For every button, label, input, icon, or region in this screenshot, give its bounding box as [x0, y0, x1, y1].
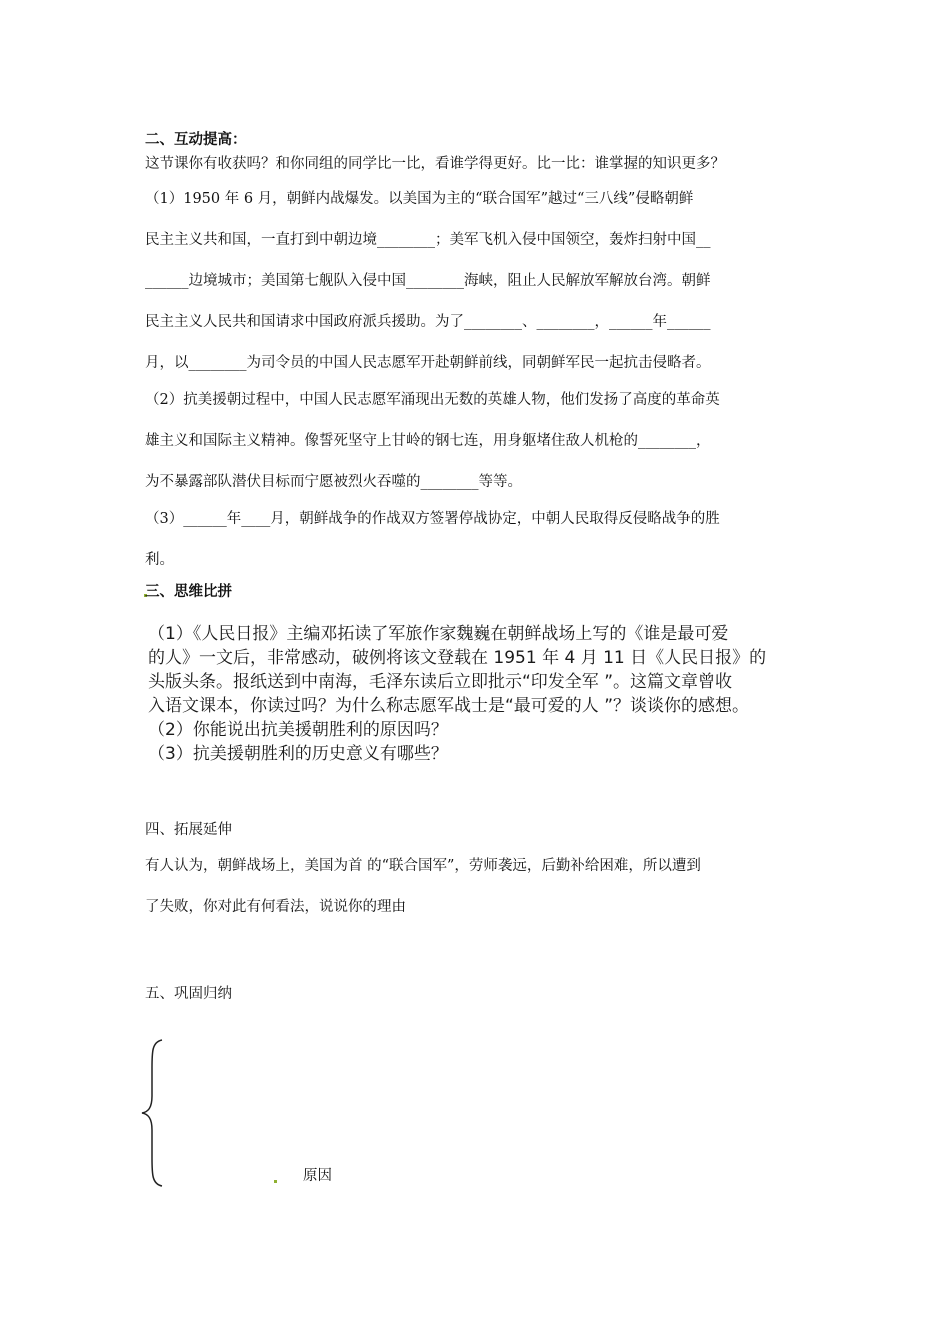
- question-3-line-2: 利。: [145, 552, 174, 568]
- question-3-line-1: （3）______年____月，朝鲜战争的作战双方签署停战协定，中朝人民取得反侵略战争的胜: [145, 511, 720, 527]
- thinking-question-3: （3）抗美援朝胜利的历史意义有哪些？: [148, 744, 448, 764]
- thinking-question-line-3: 头版头条。报纸送到中南海，毛泽东读后立即批示“印发全军 ”。这篇文章曾收: [148, 672, 733, 692]
- question-1-line-4: 民主主义人民共和国请求中国政府派兵援助。为了________、________，______年______: [145, 314, 711, 330]
- thinking-question-line-1: （1）《人民日报》主编邓拓读了军旅作家魏巍在朝鲜战场上写的《谁是最可爱: [148, 624, 729, 644]
- question-2-line-2: 雄主义和国际主义精神。像誓死坚守上甘岭的钢七连，用身躯堵住敌人机枪的________，: [145, 433, 711, 449]
- thinking-question-line-4: 入语文课本，你读过吗？为什么称志愿军战士是“最可爱的人 ”？谈谈你的感想。: [148, 696, 750, 716]
- question-2-line-3: 为不暴露部队潜伏目标而宁愿被烈火吞噬的________等等。: [145, 474, 522, 490]
- extension-line-2: 了失败，你对此有何看法，说说你的理由: [145, 899, 406, 915]
- thinking-question-2: （2）你能说出抗美援朝胜利的原因吗？: [148, 720, 448, 740]
- question-1-line-5: 月，以________为司令员的中国人民志愿军开赴朝鲜前线，同朝鲜军民一起抗击侵略者。: [145, 355, 711, 371]
- question-1-line-3: ______边境城市；美国第七舰队入侵中国________海峡，阻止人民解放军解放台湾。朝鲜: [145, 273, 711, 289]
- curly-brace-icon: [140, 1038, 166, 1188]
- reason-label: 原因: [303, 1168, 332, 1184]
- section-heading-summary: 五、巩固归纳: [145, 986, 232, 1002]
- section-heading-interaction: 二、互动提高：: [145, 131, 247, 148]
- question-1-line-1: （1）1950 年 6 月，朝鲜内战爆发。以美国为主的“联合国军”越过“三八线”侵略朝鲜: [145, 191, 694, 207]
- question-1-line-2: 民主主义共和国，一直打到中朝边境________；美军飞机入侵中国领空，轰炸扫射中国__: [145, 232, 711, 248]
- extension-line-1: 有人认为，朝鲜战场上，美国为首 的“联合国军”，劳师袭远，后勤补给困难，所以遭到: [145, 858, 701, 874]
- section-intro: 这节课你有收获吗？和你同组的同学比一比，看谁学得更好。比一比：谁掌握的知识更多？: [145, 156, 725, 172]
- section-heading-thinking: 三、思维比拼: [145, 583, 232, 600]
- question-2-line-1: （2）抗美援朝过程中，中国人民志愿军涌现出无数的英雄人物，他们发扬了高度的革命英: [145, 392, 720, 408]
- thinking-question-line-2: 的人》一文后，非常感动，破例将该文登载在 1951 年 4 月 11 日《人民日报》的: [148, 648, 767, 668]
- section-heading-extension: 四、拓展延伸: [145, 822, 232, 838]
- marker-dot: [274, 1180, 277, 1183]
